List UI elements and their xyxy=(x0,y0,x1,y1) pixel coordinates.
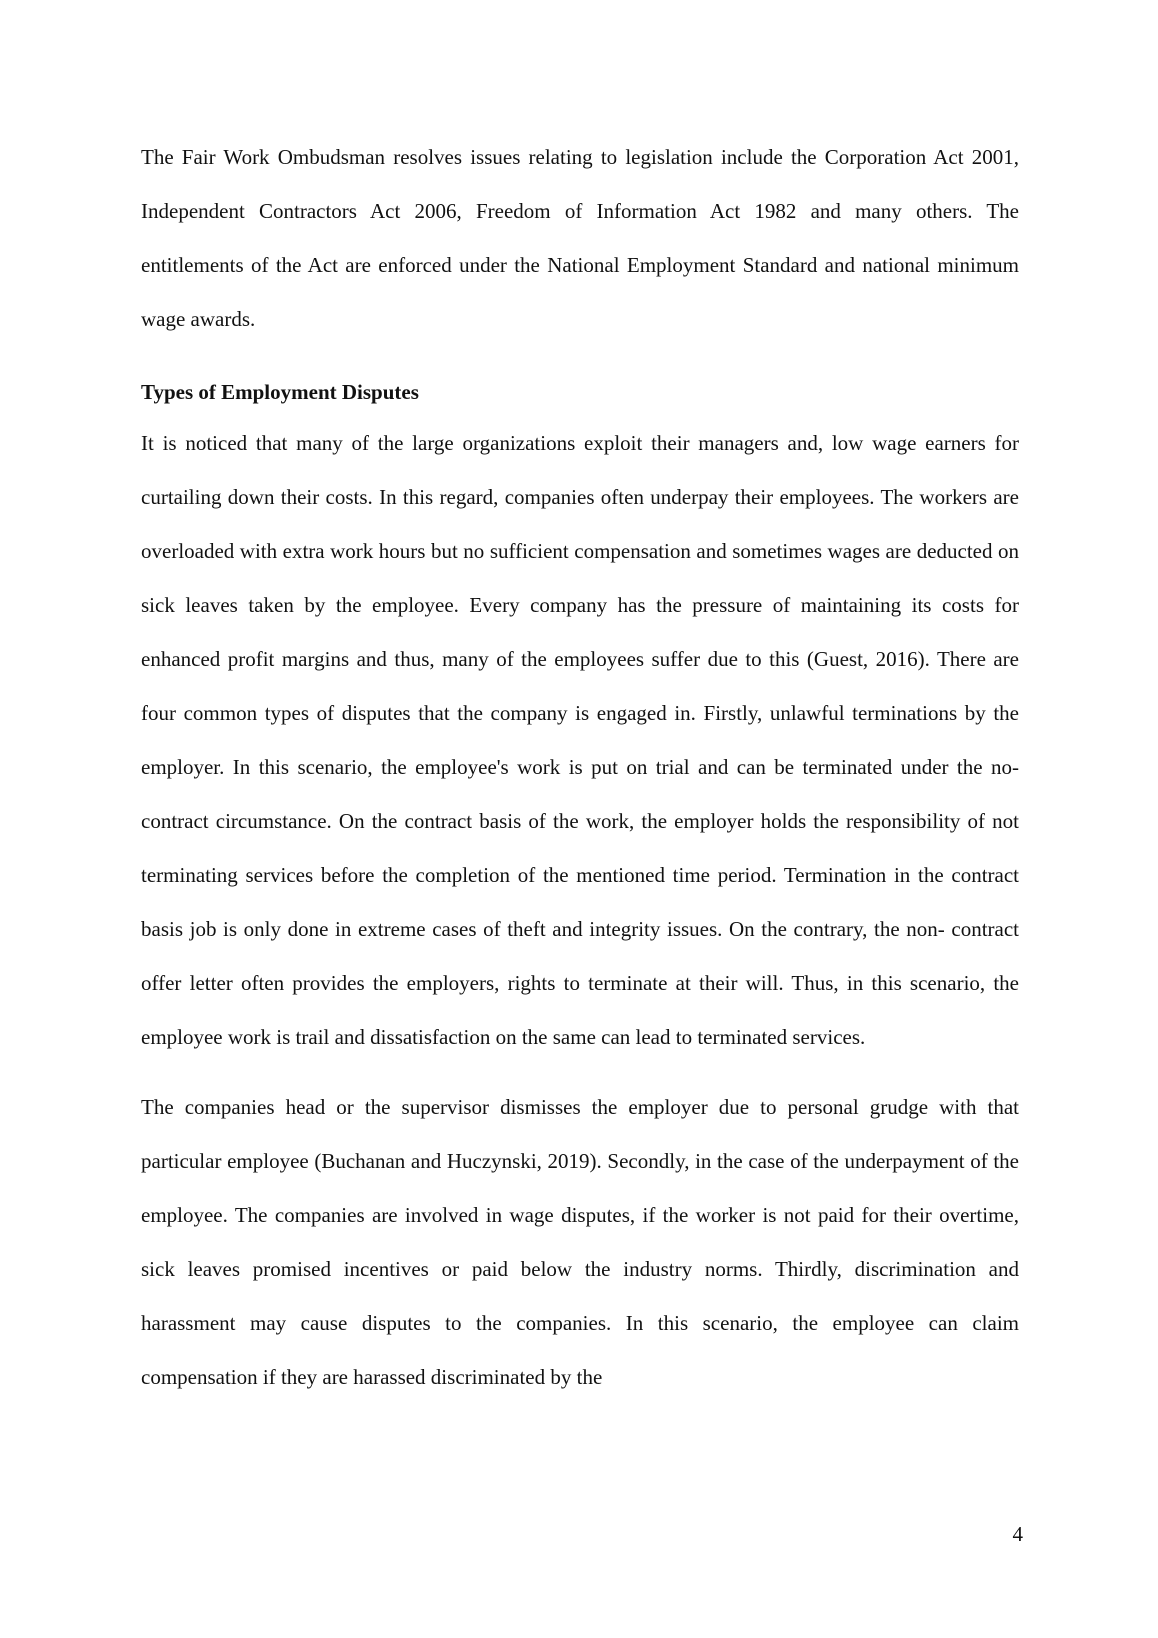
paragraph-gap xyxy=(141,1064,1019,1080)
paragraph-intro: The Fair Work Ombudsman resolves issues relating to legislation include the Corporation Act 2001, Independent Contractors Act 2006, Freedom of Information Act 1982 and many others. The entitlements of the Act are enforced under the National Employment Standard and national minimum wage awards. xyxy=(141,145,1019,331)
page-body xyxy=(141,130,1019,1404)
paragraph-dismissal: The companies head or the supervisor dismisses the employer due to personal grudge with that particular employee (Buchanan and Huczynski, 2019). Secondly, in the case of the underpayment of the employee. The companies are involved in wage disputes, if the worker is not paid for their overtime, sick leaves promised incentives or paid below the industry norms. Thirdly, discrimination and harassment may cause disputes to the companies. In this scenario, the employee can claim compensation if they are harassed discriminated by the xyxy=(141,1095,1019,1389)
paragraph-dispute-types: It is noticed that many of the large organizations exploit their managers and, low wage earners for curtailing down their costs. In this regard, companies often underpay their employees. The workers are overloaded with extra work hours but no sufficient compensation and sometimes wages are deducted on sick leaves taken by the employee. Every company has the pressure of maintaining its costs for enhanced profit margins and thus, many of the employees suffer due to this (Guest, 2016). There are four common types of disputes that the company is engaged in. Firstly, unlawful terminations by the employer. In this scenario, the employee's work is put on trial and can be terminated under the no-contract circumstance. On the contract basis of the work, the employer holds the responsibility of not terminating services before the completion of the mentioned time period. Termination in the contract basis job is only done in extreme cases of theft and integrity issues. On the contrary, the non- contract offer letter often provides the employers, rights to terminate at their will. Thus, in this scenario, the employee work is trail and dissatisfaction on the same can lead to terminated services. xyxy=(141,431,1019,1049)
page-number: 4 xyxy=(1012,1522,1023,1546)
section-heading: Types of Employment Disputes xyxy=(141,380,419,404)
paragraph-gap xyxy=(141,346,1019,362)
